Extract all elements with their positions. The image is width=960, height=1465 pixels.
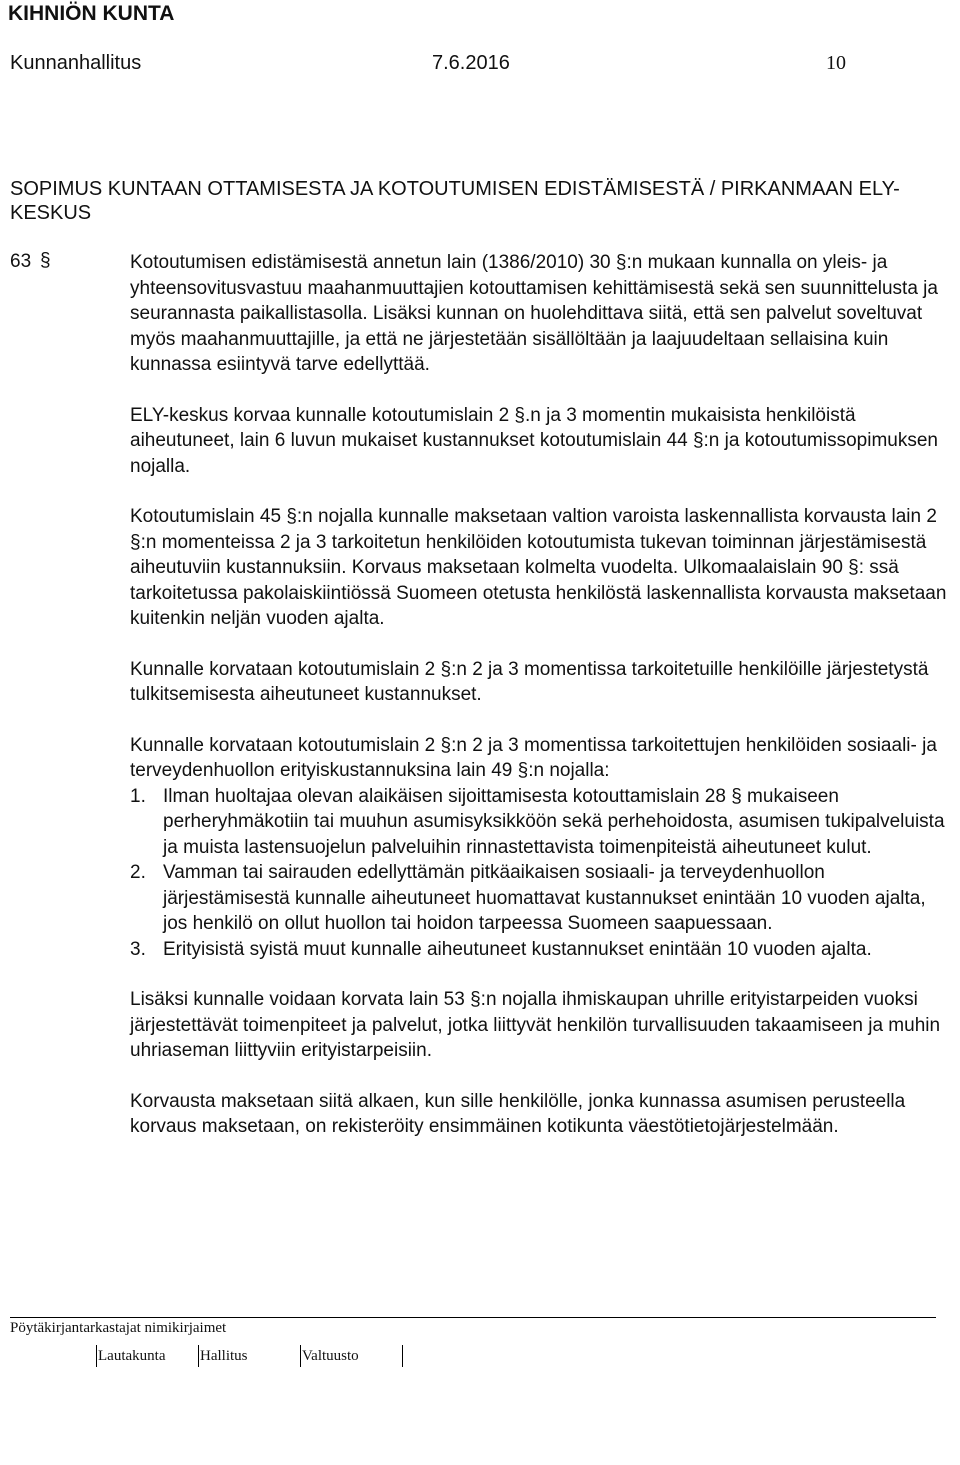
reimbursement-list [130,784,952,963]
box-label: Lautakunta [98,1348,166,1364]
signature-box-council [302,1348,359,1365]
footer-divider [10,1317,936,1318]
list-item-text: Vamman tai sairauden edellyttämän pitkäaikaisen sosiaali- ja terveydenhuollon järjestämisestä kunnalle aiheutuneet huomattavat kustannukset enintään 10 vuoden ajalta, jos henkilö on ollut huollon tai hoidon tarpeessa Suomeen saapuessaan. [163,862,926,934]
section-symbol: § [40,250,51,271]
list-item-number: 3. [130,938,146,960]
box-divider [300,1345,302,1367]
signatures-label: Pöytäkirjantarkastajat nimikirjaimet [10,1320,227,1336]
box-divider [402,1345,404,1367]
document-body [130,250,952,1165]
paragraph: Kunnalle korvataan kotoutumislain 2 §:n 2 ja 3 momentissa tarkoitettujen henkilöiden sosiaali- ja terveydenhuollon erityiskustannuksina lain 49 §:n nojalla: [130,734,937,781]
list-item-text: Erityisistä syistä muut kunnalle aiheutuneet kustannukset enintään 10 vuoden ajalta. [163,938,872,960]
signature-box-board [200,1348,248,1365]
organization-name: KIHNIÖN KUNTA [8,2,175,25]
list-item-text: Ilman huoltajaa olevan alaikäisen sijoittamisesta kotouttamislain 28 § mukaiseen perheryhmäkotiin tai muuhun asumisyksikköön sekä perhehoidosta, asumisen tukipalveluista ja muista lastensuojelun palveluihin rinnastettavista toimenpiteistä aiheutuneet kulut. [163,785,945,858]
meeting-body: Kunnanhallitus [10,52,142,74]
meeting-date: 7.6.2016 [432,52,510,74]
paragraph: Kotoutumisen edistämisestä annetun lain (1386/2010) 30 §:n mukaan kunnalla on yleis- ja yhteensovitusvastuu maahanmuuttajien kotouttamisen kehittämisestä sekä sen suunnittelusta ja seurannasta paikallistasolla. Lisäksi kunnan on huolehdittava siitä, että sen palvelut soveltuvat myös maahanmuuttajille, ja että ne järjestetään sisällöltään ja laajuudeltaan sellaisina kuin kunnassa esiintyvä tarve edellyttää. [130,252,938,375]
list-item [130,937,952,963]
list-item [130,784,952,861]
paragraph: Lisäksi kunnalle voidaan korvata lain 53 §:n nojalla ihmiskaupan uhrille erityistarpeiden vuoksi järjestettävät toimenpiteet ja palvelut, jotka liittyvät henkilön turvallisuuden takaamiseen ja muhin uhriaseman liittyviin erityistarpeisiin. [130,989,941,1061]
paragraph: Korvausta maksetaan siitä alkaen, kun sille henkilölle, jonka kunnassa asumisen perusteella korvaus maksetaan, on rekisteröity ensimmäinen kotikunta väestötietojärjestelmään. [130,1090,906,1137]
paragraph: ELY-keskus korvaa kunnalle kotoutumislain 2 §.n ja 3 momentin mukaisista henkilöistä aiheutuneet, lain 6 luvun mukaiset kustannukset kotoutumislain 44 §:n ja kotoutumissopimuksen nojalla. [130,404,938,477]
document-title: SOPIMUS KUNTAAN OTTAMISESTA JA KOTOUTUMISEN EDISTÄMISESTÄ / PIRKANMAAN ELY-KESKUS [10,178,900,224]
box-label: Valtuusto [302,1348,359,1364]
list-item-number: 2. [130,862,146,883]
page-number: 10 [826,52,846,74]
section-number: 63 [10,251,32,272]
signature-box-committee [98,1348,165,1365]
box-divider [198,1345,200,1367]
list-item [130,860,952,937]
box-label: Hallitus [200,1348,248,1364]
box-divider [96,1345,98,1367]
list-item-number: 1. [130,785,146,807]
paragraph: Kunnalle korvataan kotoutumislain 2 §:n 2 ja 3 momentissa tarkoitetuille henkilöille järjestetystä tulkitsemisesta aiheutuneet kustannukset. [130,658,929,705]
paragraph: Kotoutumislain 45 §:n nojalla kunnalle maksetaan valtion varoista laskennallista korvausta lain 2 §:n momenteissa 2 ja 3 tarkoitetun henkilöiden kotoutumista tukevan toiminnan järjestämisestä aiheutuviin kustannuksiin. Korvaus maksetaan kolmelta vuodelta. Ulkomaalaislain 90 §: ssä tarkoitetussa pakolaiskiintiössä Suomeen otetusta henkilöstä laskennallista korvausta maksetaan kuitenkin neljän vuoden ajalta. [130,506,947,629]
